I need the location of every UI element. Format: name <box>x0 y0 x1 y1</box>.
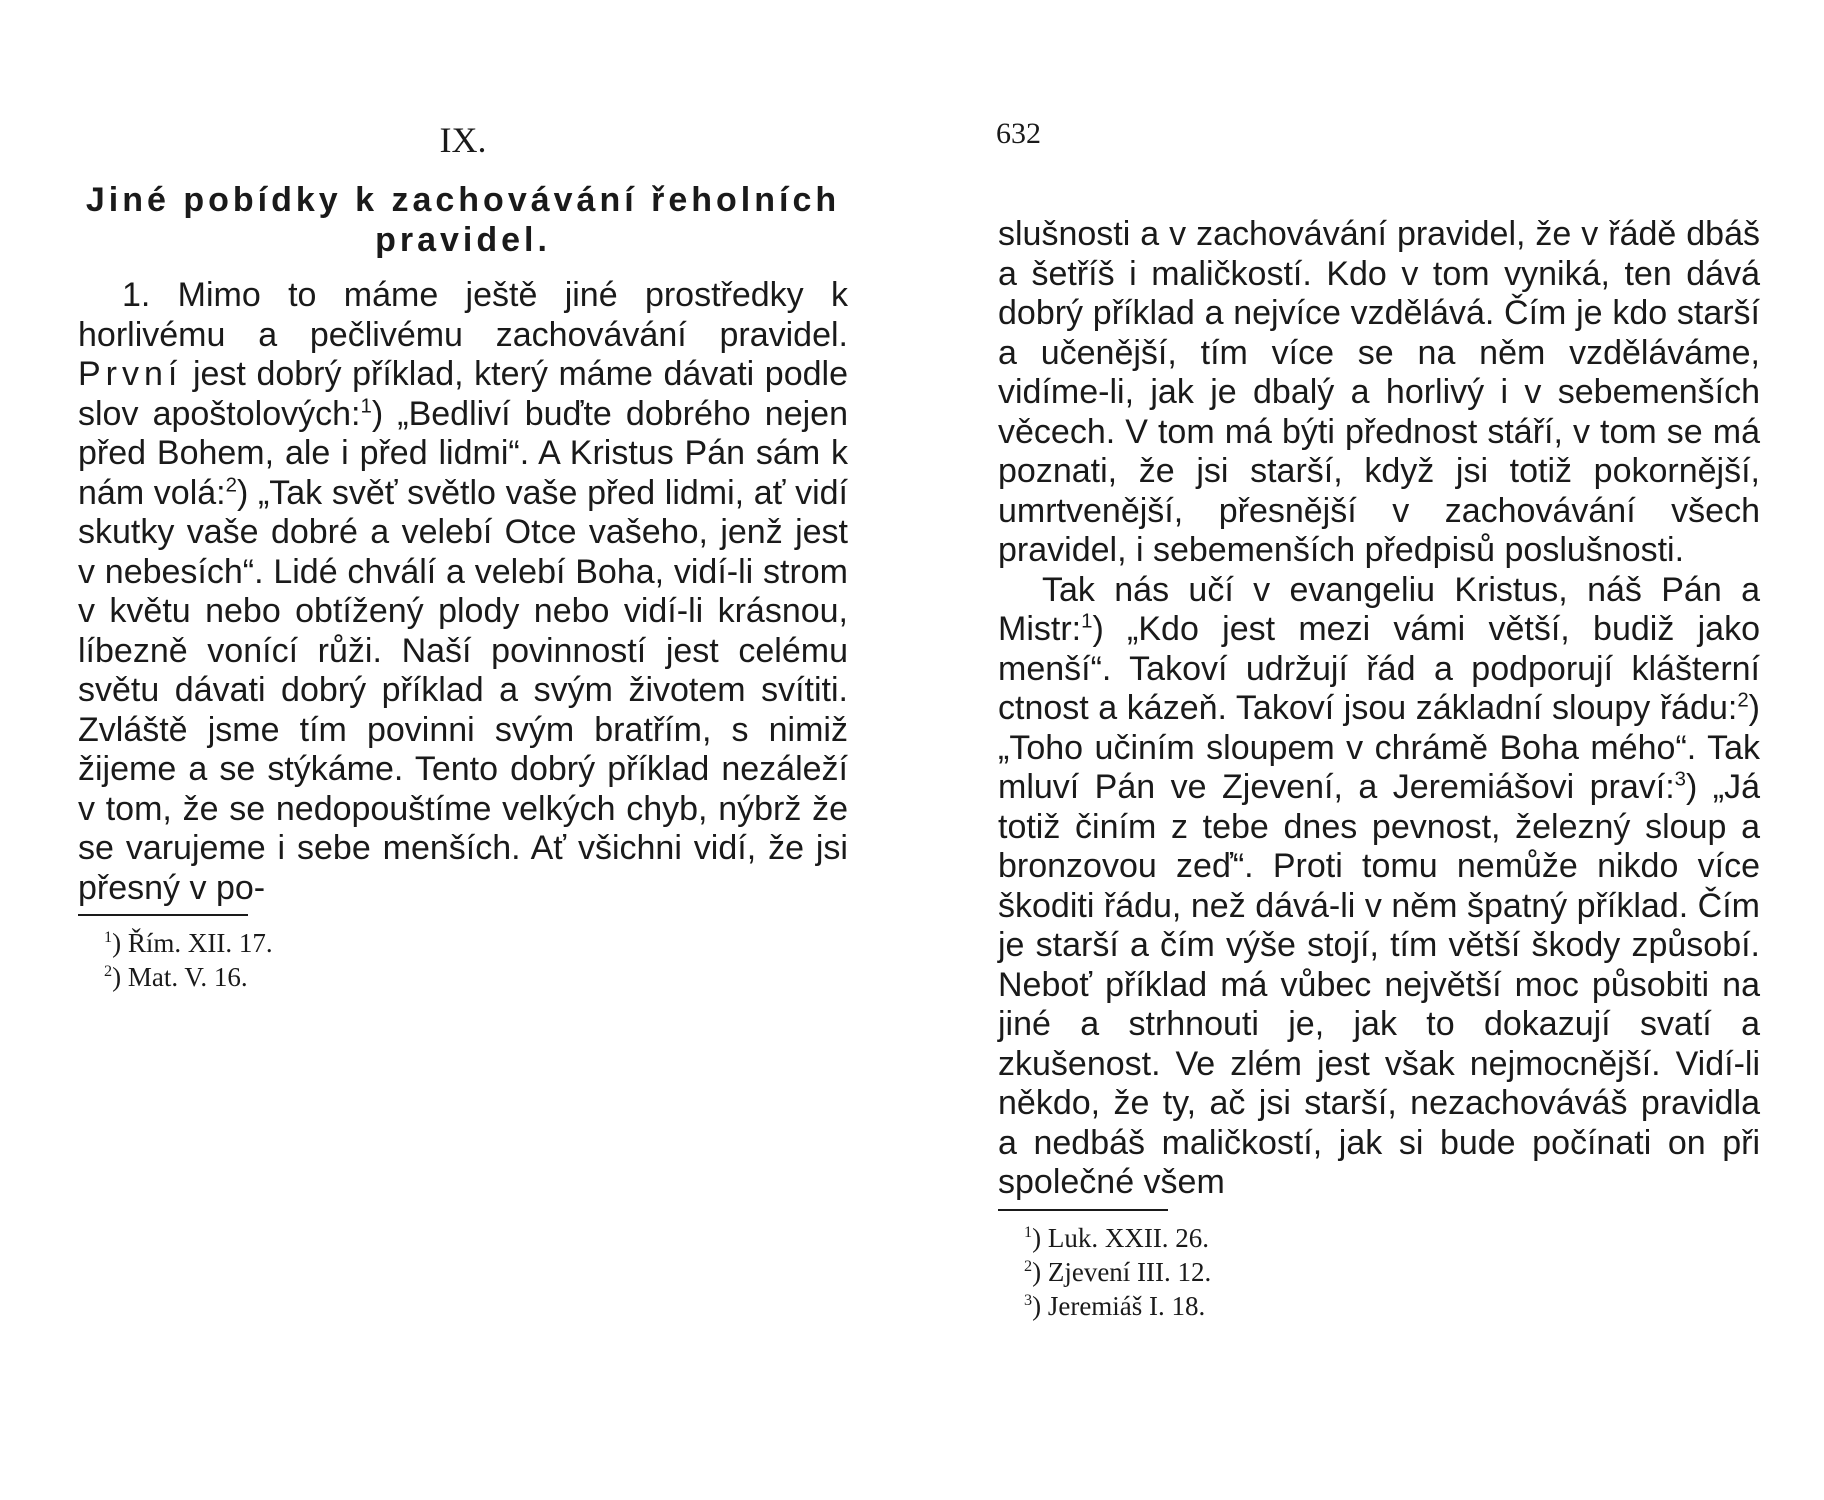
footnote <box>998 1255 1760 1289</box>
chapter-title-line1: Jiné pobídky k zachovávání řeholních <box>85 181 841 219</box>
right-page <box>998 110 1760 1323</box>
footnote-ref: 3 <box>1674 768 1686 791</box>
footnote-text: ) Luk. XXII. 26. <box>1032 1222 1210 1253</box>
left-page <box>78 110 848 994</box>
text-run: ) „Toho učiním sloupem v chrámě Boha mého“. Tak mluví Pán ve Zjevení, a Jeremiášovi praví: <box>998 689 1760 806</box>
footnote-mark: 2 <box>104 962 113 980</box>
chapter-title <box>78 180 848 260</box>
text-run: jest dobrý příklad, který máme dávati podle slov apoštolových: <box>78 355 848 433</box>
footnote-text: ) Zjevení III. 12. <box>1032 1256 1212 1287</box>
left-footnotes <box>78 926 848 994</box>
right-paragraph-2 <box>998 571 1760 1203</box>
right-footnotes <box>998 1221 1760 1323</box>
footnote-divider <box>78 914 248 916</box>
right-paragraph-1: slušnosti a v zachovávání pravidel, že v řádě dbáš a šetříš i maličkostí. Kdo v tom vyniká, ten dává dobrý příklad a nejvíce vzdělává. Čím je kdo starší a učenější, tím více se na něm vzděláváme, vidíme-li, jak je dbalý a horlivý i v sebemenších věcech. V tom má býti přednost stáří, v tom se má poznati, že jsi starší, když jsi totiž pokornější, umrtvenější, přesnější v zachovávání všech pravidel, i sebemenších předpisů poslušnosti. <box>998 215 1760 569</box>
text-run: ) „Kdo jest mezi vámi větší, budiž jako menší“. Takoví udržují řád a podporují klášterní ctnost a kázeň. Takoví jsou základní sloupy řádu: <box>998 610 1760 727</box>
page-number: 632 <box>996 117 1041 150</box>
footnote-text: ) Řím. XII. 17. <box>112 928 273 958</box>
text-run: ) „Bedliví buďte dobrého nejen před Bohem, ale i před lidmi“. A Kristus Pán sám k nám volá: <box>78 394 849 512</box>
footnote-ref: 1 <box>1081 610 1093 633</box>
left-paragraph-1 <box>78 276 848 908</box>
emphasized-word: První <box>78 355 183 393</box>
text-run: ) „Já totiž činím z tebe dnes pevnost, železný sloup a bronzovou zeď“. Proti tomu nemůže nikdo více škoditi řádu, než dává-li v něm špatný příklad. Čím je starší a čím výše stojí, tím větší škody způsobí. Neboť příklad má vůbec největší moc působiti na jiné a strhnouti je, jak to dokazují svatí a zkušenost. Ve zlém jest však nejmocnější. Vidí-li někdo, že ty, ač jsi starší, nezachováváš pravidla a nedbáš maličkostí, jak si bude počínati on při společné všem <box>998 768 1761 1201</box>
right-body-text <box>998 215 1760 1203</box>
footnote-text: ) Mat. V. 16. <box>112 962 248 992</box>
footnote-mark: 1 <box>1024 1222 1033 1241</box>
footnote <box>998 1289 1760 1323</box>
footnote-ref: 1 <box>360 395 372 418</box>
text-run: 1. Mimo to máme ještě jiné prostředky k horlivému a pečlivému zachovávání pravidel. <box>78 276 848 354</box>
footnote-mark: 2 <box>1024 1256 1033 1275</box>
footnote-ref: 2 <box>225 474 237 497</box>
footnote <box>78 960 848 994</box>
footnote-divider <box>998 1209 1168 1211</box>
chapter-number: IX. <box>439 120 487 160</box>
left-body-text <box>78 276 848 908</box>
text-run: ) „Tak svěť světlo vaše před lidmi, ať vidí skutky vaše dobré a velebí Otce vašeho, jenž jest v nebesích“. Lidé chválí a velebí Boha, vidí-li strom v květu nebo obtížený plody nebo vidí-li krásnou, líbezně vonící růži. Naší povinností jest celému světu dávati dobrý příklad a svým životem svítiti. Zvláště jsme tím povinni svým bratřím, s nimiž žijeme a se stýkáme. Tento dobrý příklad nezáleží v tom, že se nedopouštíme velkých chyb, nýbrž že se varujeme i sebe menších. Ať všichni vidí, že jsi přesný v po- <box>78 473 848 907</box>
text-run: Tak nás učí v evangeliu Kristus, náš Pán a Mistr: <box>998 570 1760 648</box>
footnote <box>78 926 848 960</box>
footnote <box>998 1221 1760 1255</box>
footnote-mark: 1 <box>104 928 113 946</box>
chapter-title-line2: pravidel. <box>375 221 551 259</box>
footnote-ref: 2 <box>1737 689 1749 712</box>
footnote-text: ) Jeremiáš I. 18. <box>1032 1290 1206 1321</box>
footnote-mark: 3 <box>1024 1290 1033 1309</box>
